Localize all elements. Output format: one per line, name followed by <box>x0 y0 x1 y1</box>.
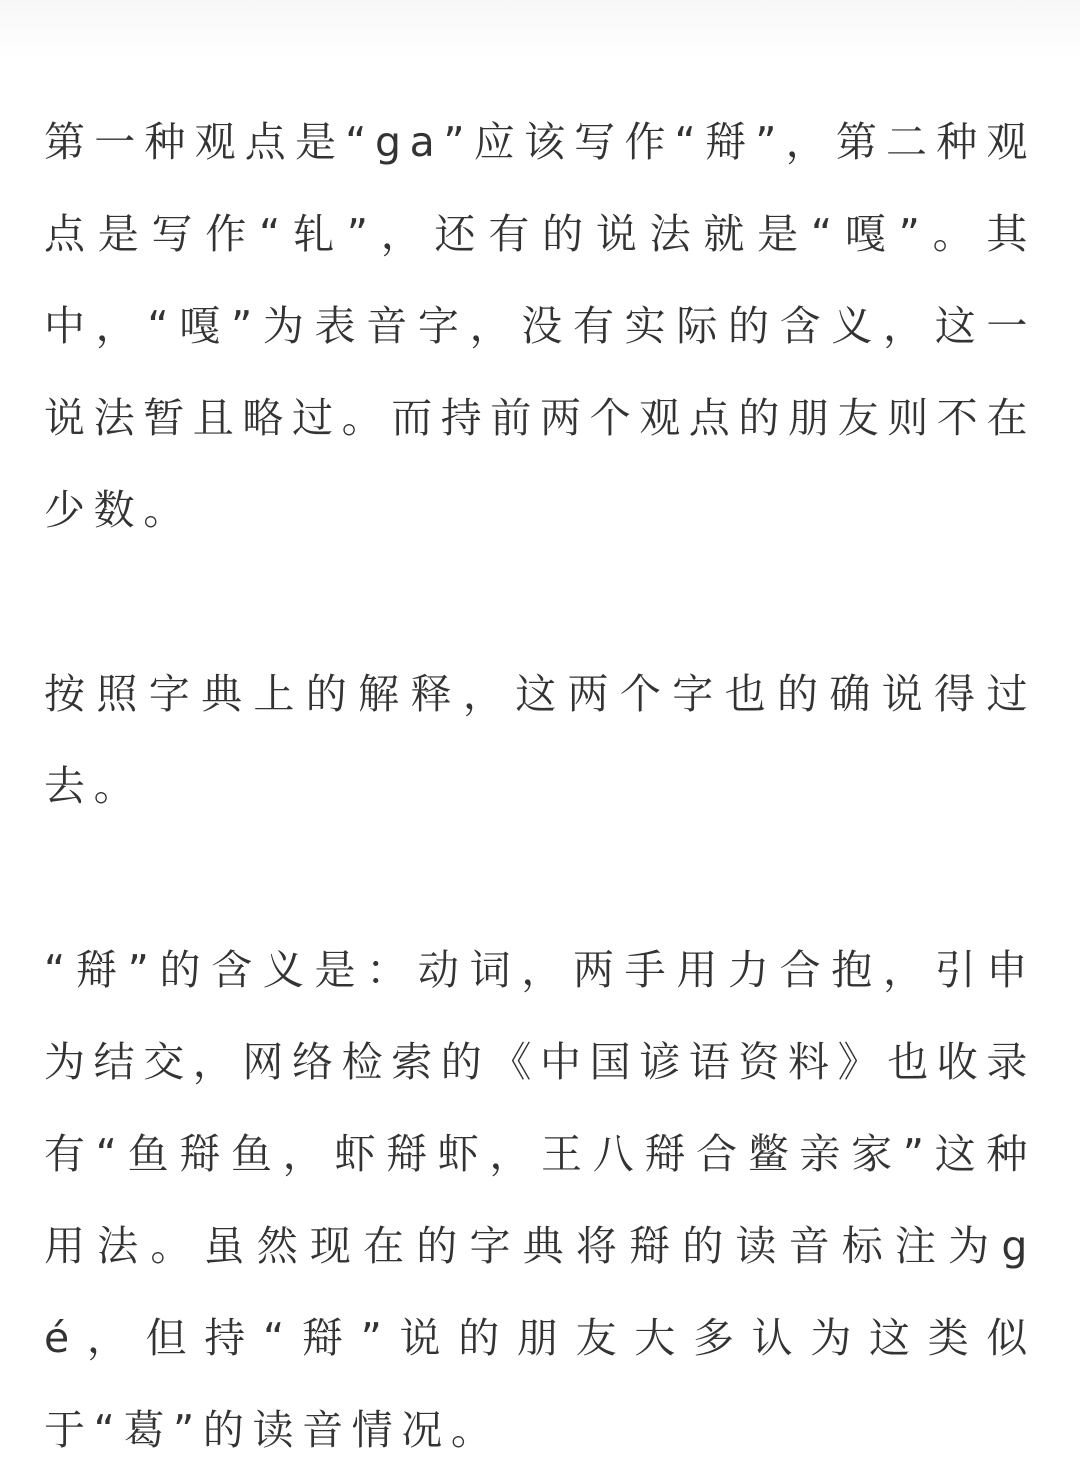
top-fade <box>0 0 1080 60</box>
paragraph: “搿”的含义是：动词，两手用力合抱，引申为结交，网络检索的《中国谚语资料》也收录有“鱼搿鱼，虾搿虾，王八搿合鳖亲家”这种用法。虽然现在的字典将搿的读音标注为gé，但持“搿”说的朋友大多认为这类似于“葛”的读音情况。 <box>44 946 1036 1454</box>
paragraph: 按照字典上的解释，这两个字也的确说得过去。 <box>44 670 1036 810</box>
article-body <box>44 96 1036 1476</box>
paragraph: 第一种观点是“ga”应该写作“搿”，第二种观点是写作“轧”，还有的说法就是“嘎”。其中，“嘎”为表音字，没有实际的含义，这一说法暂且略过。而持前两个观点的朋友则不在少数。 <box>44 118 1036 534</box>
